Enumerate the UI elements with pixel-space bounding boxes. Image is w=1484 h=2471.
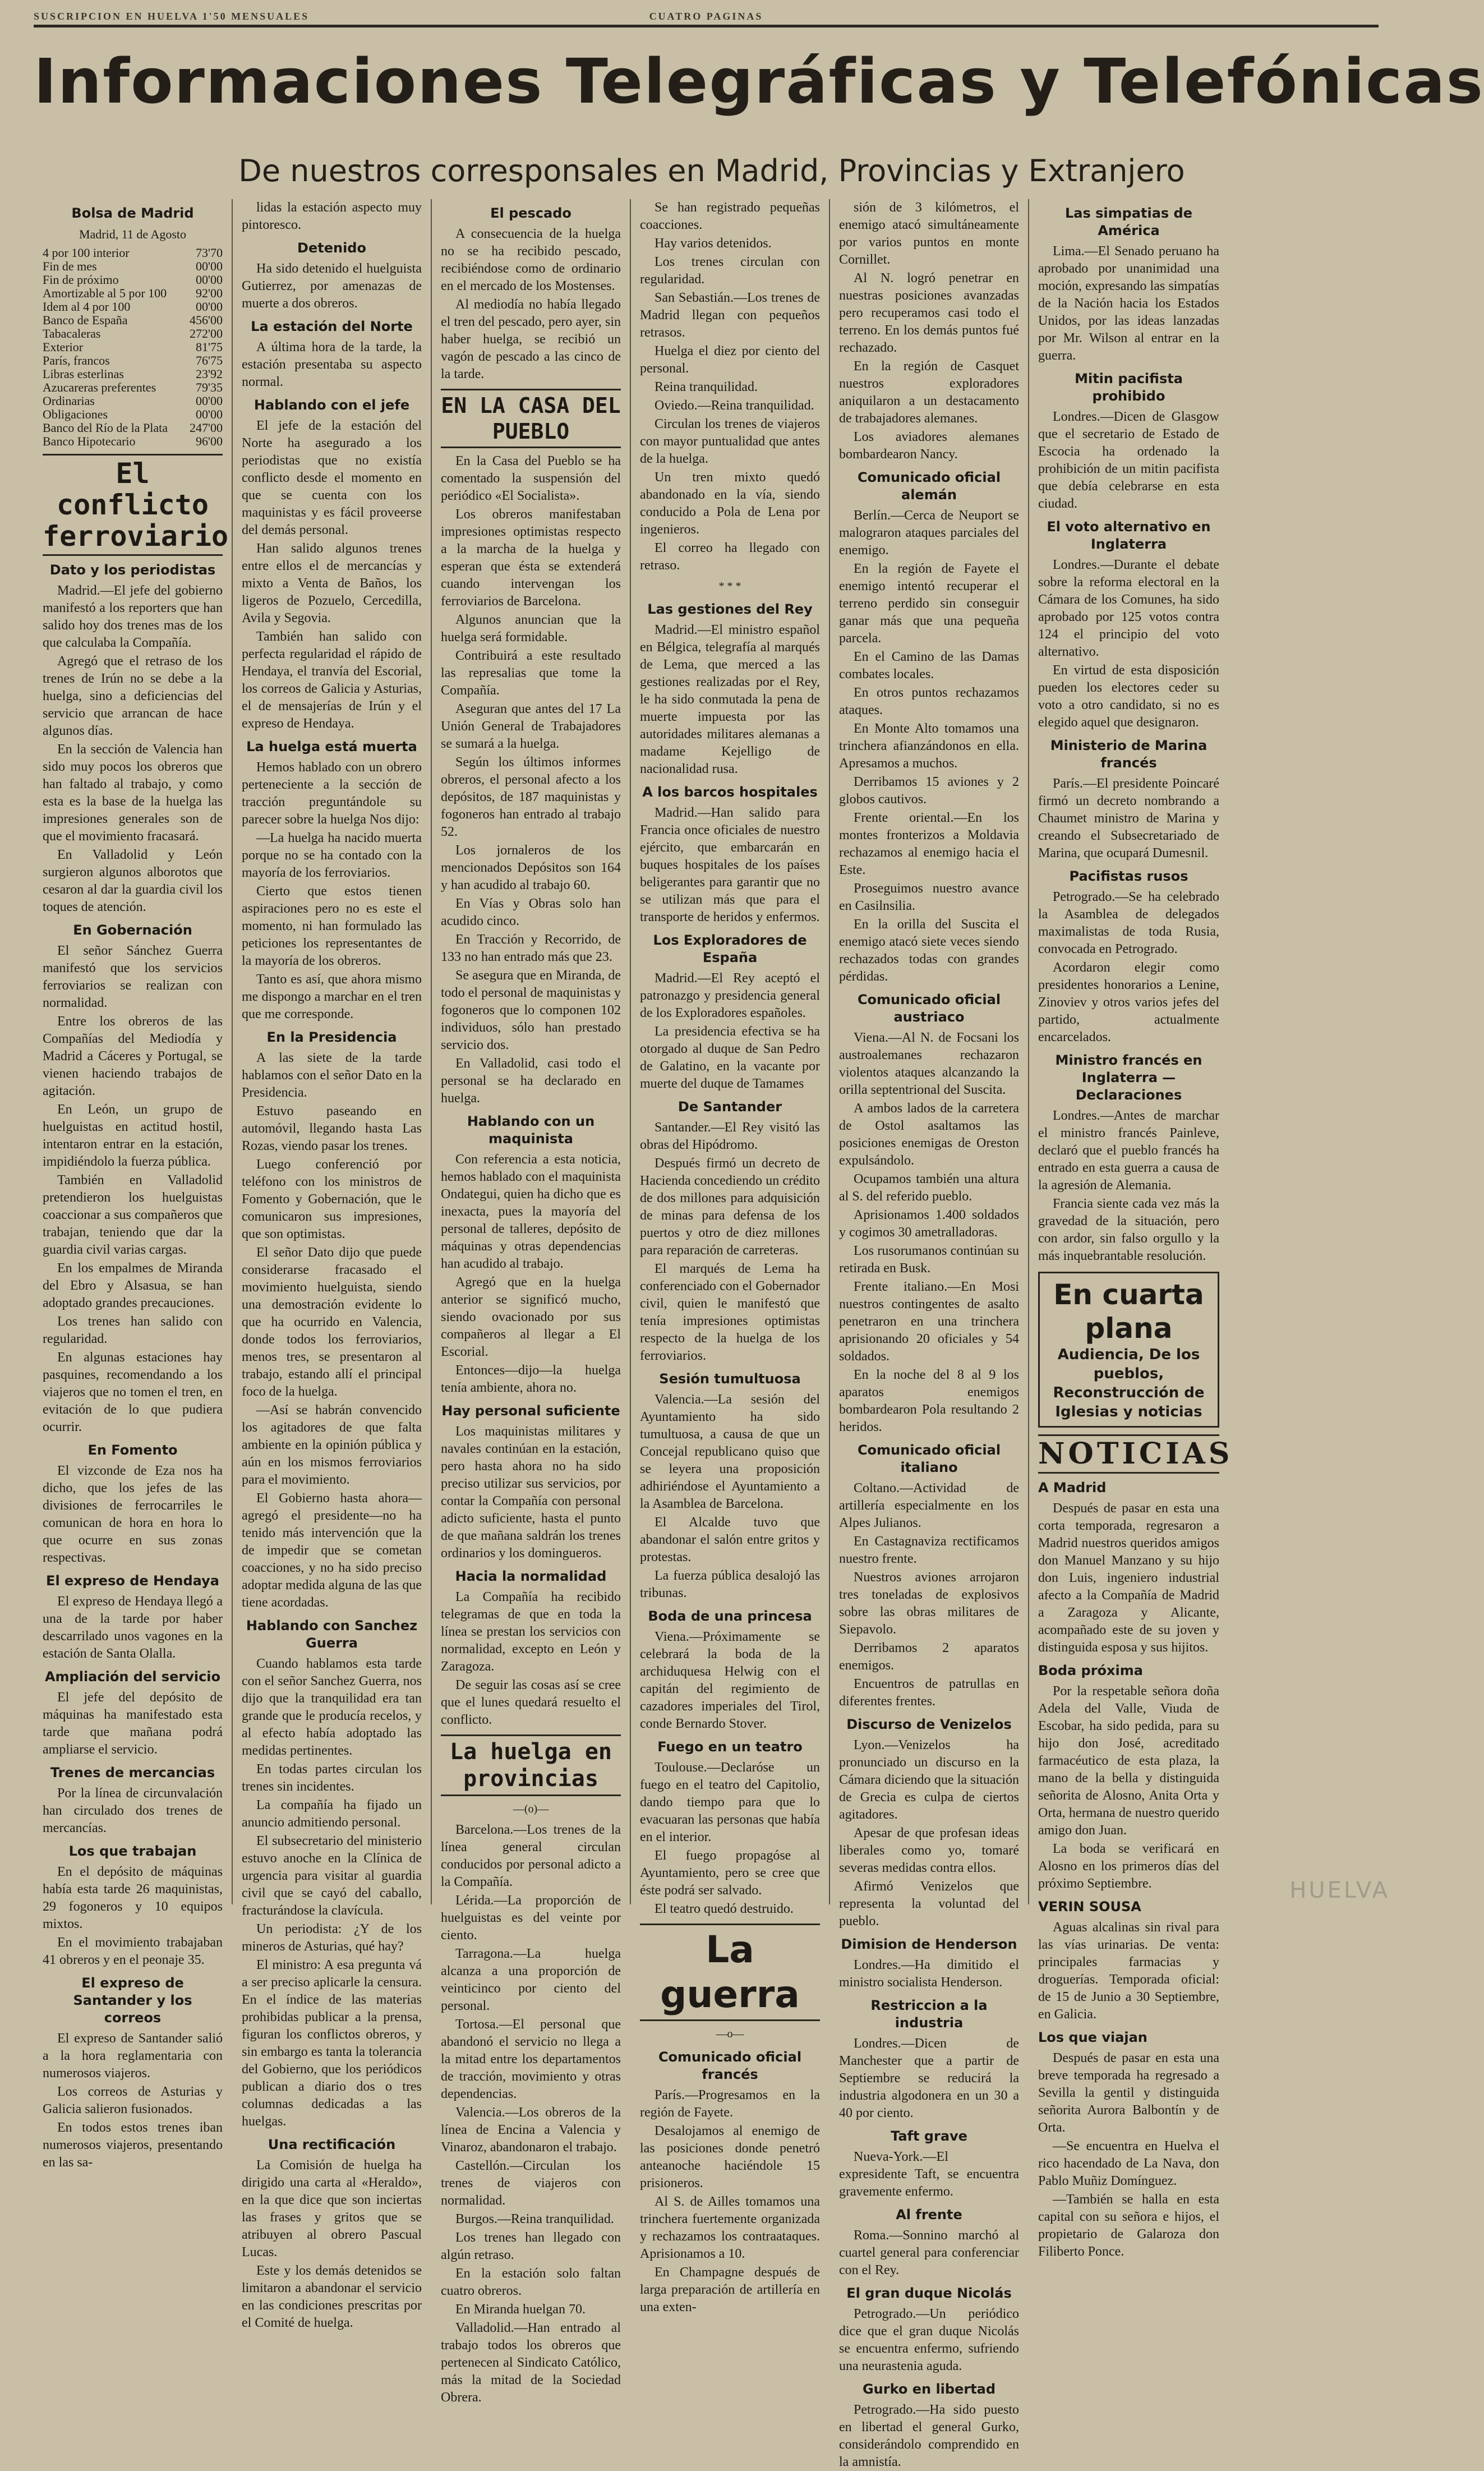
paragraph: Después de pasar en esta una breve temporada ha regresado a Sevilla la gentil y distinguida señorita Aurora Balbontín y de Orta. <box>1038 2051 1219 2135</box>
paragraph: En los empalmes de Miranda del Ebro y Alsasua, se han adoptado grandes precauciones. <box>43 1261 223 1310</box>
section-title: La estación del Norte <box>251 319 413 334</box>
bolsa-date: Madrid, 11 de Agosto <box>79 227 187 241</box>
section-title: Comunicado oficial alemán <box>857 470 1001 503</box>
section-title: Boda próxima <box>1038 1663 1143 1678</box>
paragraph: En Tracción y Recorrido, de 133 no han entrado más que 23. <box>441 932 621 964</box>
paragraph: En el movimiento trabajaban 41 obreros y en el peonaje 35. <box>43 1935 223 1967</box>
paragraph: Ha sido detenido el huelguista Gutierrez, por amenazas de muerte a dos obreros. <box>242 261 422 311</box>
paragraph: —La huelga ha nacido muerta porque no se ha contado con la mayoría de los ferroviarios. <box>242 831 422 880</box>
bolsa-value: 76'75 <box>196 353 223 367</box>
paragraph: Los trenes han llegado con algún retraso. <box>441 2230 621 2262</box>
paragraph: A consecuencia de la huelga no se ha recibido pescado, recibiéndose como de ordinario en el mercado de los Mostenses. <box>441 227 621 293</box>
paragraph: Roma.—Sonnino marchó al cuartel general para conferenciar con el Rey. <box>839 2228 1019 2277</box>
paragraph: lidas la estación aspecto muy pintoresco. <box>242 200 422 232</box>
paragraph: Después de pasar en esta una corta temporada, regresaron a Madrid nuestros queridos amigos don Manuel Manzano y su hijo don Luis, ingeniero industrial afecto a la Compañía de Madrid a Zaragoza y Alicante, acompañado este de su joven y distinguida esposa y sus hijitos. <box>1038 1501 1219 1655</box>
section-title: De Santander <box>678 1099 782 1115</box>
cuarta-plana-box <box>1038 1272 1219 1428</box>
paragraph: El teatro quedó destruido. <box>655 1902 794 1916</box>
bolsa-value: 247'00 <box>190 421 223 435</box>
paragraph: El marqués de Lema ha conferenciado con el Gobernador civil, quien le manifestó que tenía impresiones optimistas respecto de la huelga de los ferroviarios. <box>640 1262 820 1363</box>
section-title: Las simpatias de América <box>1064 205 1192 238</box>
bolsa-item: Exterior <box>43 340 84 354</box>
bolsa-value: 00'00 <box>196 300 223 314</box>
section-title: Una rectificación <box>268 2137 396 2152</box>
paragraph: Los correos de Asturias y Galicia salieron fusionados. <box>43 2085 223 2116</box>
paragraph: París.—El presidente Poincaré firmó un decreto nombrando a Chaumet ministro de Marina y creando el Subsecretariado de Marina, que ocupará Dumesnil. <box>1038 776 1219 861</box>
paragraph: Berlín.—Cerca de Neuport se malograron ataques parciales del enemigo. <box>839 508 1019 558</box>
paragraph: Entre los obreros de las Compañías del Mediodía y Madrid a Cáceres y Portugal, se vienen haciendo trabajos de agitación. <box>43 1014 223 1098</box>
bolsa-item: Tabacaleras <box>43 326 101 340</box>
section-title: La huelga está muerta <box>246 739 417 754</box>
paragraph: En el Camino de las Damas combates locales. <box>839 650 1019 682</box>
paragraph: Los jornaleros de los mencionados Depósitos son 164 y han acudido al trabajo 60. <box>441 843 621 892</box>
paragraph: Al S. de Ailles tomamos una trinchera fuertemente organizada y rechazamos los contraataques. Aprisionamos a 10. <box>640 2194 820 2261</box>
separator: —(o)— <box>513 1803 549 1815</box>
paragraph: Aseguran que antes del 17 La Unión General de Trabajadores se sumará a la huelga. <box>441 702 621 751</box>
paragraph: Derribamos 2 aparatos enemigos. <box>839 1641 1019 1673</box>
paragraph: Londres.—Dicen de Manchester que a partir de Septiembre se reducirá la industria algodonera en un 30 a 40 por ciento. <box>839 2036 1019 2120</box>
paragraph: Madrid.—El ministro español en Bélgica, telegrafía al marqués de Lema, que merced a las gestiones realizadas por el Rey, le ha sido conmutada la pena de muerte impuesta por las autoridades militares alemanas a madame Kejelligo de nacionalidad rusa. <box>640 623 820 776</box>
section-title: El voto alternativo en Inglaterra <box>1047 519 1211 552</box>
bolsa-item: Fin de próximo <box>43 273 119 287</box>
section-title: El gran duque Nicolás <box>846 2285 1012 2301</box>
bolsa-row <box>43 246 223 260</box>
paragraph: Han salido algunos trenes entre ellos el de mercancías y mixto a Venta de Baños, los ligeros de Pozuelo, Cercedilla, Avila y Segovia. <box>242 541 422 625</box>
bolsa-value: 456'00 <box>190 313 223 327</box>
paragraph: Los obreros manifestaban impresiones optimistas respecto a la marcha de la huelga y esperan que ésta se extenderá cuando intervengan los ferroviarios de Barcelona. <box>441 507 621 609</box>
paragraph: Con referencia a esta noticia, hemos hablado con el maquinista Ondategui, quien ha dicho que es inexacta, pues la mayoría del personal de talleres, depósito de máquinas y otras dependencias han acudido al trabajo. <box>441 1152 621 1271</box>
paragraph: En virtud de esta disposición pueden los electores ceder su voto a otro candidato, si no es elegido aquel que designaron. <box>1038 663 1219 730</box>
paragraph: El ministro: A esa pregunta vá a ser preciso aplicarle la censura. En el índice de las materias prohibidas publicar a la prensa, figuran los conflictos obreros, y sin embargo es tanta la tolerancia del Gobierno, que los periódicos publican a diario dos o tres columnas dedicadas a las huelgas. <box>242 1958 422 2129</box>
paragraph: Hay varios detenidos. <box>655 236 772 251</box>
section-title: Detenido <box>297 240 366 256</box>
bolsa-item: Fin de mes <box>43 259 97 273</box>
section-title: Hablando con el jefe <box>254 397 410 413</box>
paragraph: Petrogrado.—Se ha celebrado la Asamblea de delegados maximalistas de toda Rusia, convocada en Petrogrado. <box>1038 890 1219 956</box>
subscription-note: SUSCRIPCION EN HUELVA 1'50 MENSUALES <box>34 10 310 22</box>
paragraph: Ocupamos también una altura al S. del referido pueblo. <box>839 1172 1019 1204</box>
paragraph: Toulouse.—Declaróse un fuego en el teatro del Capitolio, dando tiempo para que lo evacuaran las personas que había en el interior. <box>640 1760 820 1844</box>
paragraph: Por la respetable señora doña Adela del Valle, Viuda de Escobar, ha sido pedida, para su hijo don José, acreditado farmacéutico de esta plaza, la mano de la bella y distinguida señorita de Alosno, Anita Orta y Orta, hermana de nuestro querido amigo don Juan. <box>1038 1684 1219 1838</box>
paragraph: La Comisión de huelga ha dirigido una carta al «Heraldo», en la que dice que son inciertas las frases y gritos que se atribuyen al obrero Pascual Lucas. <box>242 2158 422 2260</box>
bolsa-row <box>43 260 223 273</box>
paragraph: El expreso de Santander salió a la hora reglamentaria con numerosos viajeros. <box>43 2031 223 2081</box>
bolsa-row <box>43 394 223 408</box>
bolsa-row <box>43 287 223 300</box>
bolsa-row <box>43 273 223 287</box>
casa-pueblo-title: EN LA CASA DEL PUEBLO <box>441 389 621 448</box>
bolsa-row <box>43 367 223 381</box>
paragraph: Cuando hablamos esta tarde con el señor Sanchez Guerra, nos dijo que la tranquilidad era tan grande que le producía recelos, y al efecto había adoptado las medidas pertinentes. <box>242 1656 422 1758</box>
paragraph: Los trenes circulan con regularidad. <box>640 255 820 287</box>
paragraph: Cierto que estos tienen aspiraciones pero no es este el momento, ni han formulado las peticiones los representantes de la mayoría de los obreros. <box>242 884 422 968</box>
paragraph: La Compañía ha recibido telegramas de que en toda la línea se prestan los servicios con normalidad, excepto en León y Zaragoza. <box>441 1590 621 1674</box>
paragraph: San Sebastián.—Los trenes de Madrid llegan con pequeños retrasos. <box>640 291 820 340</box>
section-title: Comunicado oficial austriaco <box>857 992 1001 1025</box>
paragraph: Entonces—dijo—la huelga tenía ambiente, ahora no. <box>441 1363 621 1395</box>
section-title: Trenes de mercancias <box>50 1765 215 1780</box>
paragraph: Derribamos 15 aviones y 2 globos cautivos. <box>839 775 1019 807</box>
paragraph: Un tren mixto quedó abandonado en la vía, siendo conducido a Pola de Lena por ingenieros. <box>640 470 820 537</box>
archive-watermark: HUELVA <box>1289 1878 1390 1903</box>
paragraph: La fuerza pública desalojó las tribunas. <box>640 1568 820 1600</box>
paragraph: En la estación solo faltan cuatro obreros. <box>441 2266 621 2298</box>
paragraph: Los maquinistas militares y navales continúan en la estación, pero hasta ahora no ha sido preciso utilizar sus servicios, por contar la Compañía con personal adicto suficiente, hasta el punto de que mañana saldrán los trenes ordinarios y los domingueros. <box>441 1424 621 1561</box>
paragraph: En otros puntos rechazamos ataques. <box>839 685 1019 717</box>
paragraph: El fuego propagóse al Ayuntamiento, pero se cree que éste podrá ser salvado. <box>640 1848 820 1898</box>
bolsa-item: Banco de España <box>43 313 128 327</box>
bolsa-value: 81'75 <box>196 340 223 354</box>
bolsa-value: 96'00 <box>196 434 223 448</box>
bolsa-row <box>43 408 223 421</box>
paragraph: Un periodista: ¿Y de los mineros de Asturias, qué hay? <box>242 1922 422 1954</box>
paragraph: Burgos.—Reina tranquilidad. <box>455 2212 614 2226</box>
paragraph: El jefe del depósito de máquinas ha manifestado esta tarde que mañana podrá ampliarse el servicio. <box>43 1690 223 1757</box>
column-1 <box>34 199 233 2170</box>
section-title: VERIN SOUSA <box>1038 1899 1141 1915</box>
main-headline: Informaciones Telegráficas y Telefónicas <box>34 45 1484 117</box>
paragraph: Los rusorumanos continúan su retirada en Busk. <box>839 1244 1019 1276</box>
bolsa-value: 92'00 <box>196 286 223 300</box>
paragraph: Los trenes han salido con regularidad. <box>43 1314 223 1346</box>
paragraph: Se han registrado pequeñas coacciones. <box>640 200 820 232</box>
bolsa-item: Azucareras preferentes <box>43 380 156 394</box>
separator: —o— <box>716 2028 744 2040</box>
section-title: Mitin pacifista prohibido <box>1075 371 1183 404</box>
paragraph: Aprisionamos 1.400 soldados y cogimos 30 ametralladoras. <box>839 1208 1019 1240</box>
paragraph: Apesar de que profesan ideas liberales como yo, tomaré severas medidas contra ellos. <box>839 1826 1019 1875</box>
paragraph: Londres.—Durante el debate sobre la reforma electoral en la Cámara de los Comunes, ha sido aprobado por 125 votos contra 124 el principio del voto alternativo. <box>1038 558 1219 659</box>
paragraph: Este y los demás detenidos se limitaron a abandonar el servicio en las condiciones prescritas por el Comité de huelga. <box>242 2263 422 2330</box>
paragraph: Coltano.—Actividad de artillería especialmente en los Alpes Julianos. <box>839 1481 1019 1530</box>
bolsa-value: 00'00 <box>196 273 223 287</box>
paragraph: El jefe de la estación del Norte ha asegurado a los periodistas que no existía conflicto desde el momento en que se cuenta con los maquinistas y es fácil proveerse del demás personal. <box>242 418 422 537</box>
bolsa-item: Banco Hipotecario <box>43 434 136 448</box>
column-5 <box>830 199 1029 2469</box>
bolsa-item: Libras esterlinas <box>43 367 124 381</box>
paragraph: En la noche del 8 al 9 los aparatos enemigos bombardearon Pola resultando 2 heridos. <box>839 1368 1019 1434</box>
paragraph: París.—Progresamos en la región de Fayete. <box>640 2088 820 2120</box>
bolsa-row <box>43 314 223 327</box>
bolsa-row <box>43 381 223 394</box>
section-title: Discurso de Venizelos <box>846 1717 1012 1732</box>
section-title: Al frente <box>896 2207 962 2222</box>
cuarta-plana-title: En cuarta plana <box>1053 1278 1204 1345</box>
section-title: Pacifistas rusos <box>1069 868 1188 884</box>
huelga-provincias-title: La huelga en provincias <box>441 1734 621 1796</box>
paragraph: A las siete de la tarde hablamos con el señor Dato en la Presidencia. <box>242 1051 422 1100</box>
cuarta-plana-contents: Audiencia, De los pueblos, Reconstrucción de Iglesias y noticias <box>1053 1346 1205 1420</box>
paragraph: Acordaron elegir como presidentes honorarios a Lenine, Zinoviev y otros varios jefes del partido, actualmente encarcelados. <box>1038 960 1219 1044</box>
paragraph: Viena.—Al N. de Focsani los austroalemanes rechazaron violentos ataques alcanzando la orilla septentrional del Suscita. <box>839 1030 1019 1097</box>
paragraph: Viena.—Próximamente se celebrará la boda de la archiduquesa Helwig con el capitán del regimiento de cazadores imperiales del Tirol, conde Bernardo Stover. <box>640 1630 820 1731</box>
paragraph: Oviedo.—Reina tranquilidad. <box>655 398 814 413</box>
paragraph: El Alcalde tuvo que abandonar el salón entre gritos y protestas. <box>640 1515 820 1564</box>
paragraph: Luego conferenció por teléfono con los ministros de Fomento y Gobernación, que le comunicaron sus impresiones, que son optimistas. <box>242 1157 422 1241</box>
paragraph: El correo ha llegado con retraso. <box>640 541 820 573</box>
bolsa-row <box>43 421 223 435</box>
bolsa-row <box>43 354 223 367</box>
section-title: Ministro francés en Inglaterra —Declaraciones <box>1055 1052 1202 1103</box>
paragraph: Frente oriental.—En los montes fronterizos a Moldavia rechazamos al enemigo hacia el Este. <box>839 811 1019 877</box>
conflicto-title: El conflicto ferroviario <box>43 454 223 556</box>
paragraph: En el depósito de máquinas había esta tarde 26 maquinistas, 29 fogoneros y 10 equipos mixtos. <box>43 1865 223 1931</box>
paragraph: En Champagne después de larga preparación de artillería en una exten- <box>640 2265 820 2314</box>
paragraph: La compañía ha fijado un anuncio admitiendo personal. <box>242 1798 422 1830</box>
paragraph: En Valladolid y León surgieron algunos alborotos que cesaron al dar la guardia civil los toques de atención. <box>43 848 223 914</box>
section-title: El expreso de Hendaya <box>46 1573 219 1589</box>
paragraph: Santander.—El Rey visitó las obras del Hipódromo. <box>640 1120 820 1152</box>
paragraph: Madrid.—El Rey aceptó el patronazgo y presidencia general de los Exploradores españoles. <box>640 971 820 1020</box>
bolsa-value: 272'00 <box>190 326 223 340</box>
section-title: En la Presidencia <box>266 1029 397 1045</box>
noticias-title: NOTICIAS <box>1038 1434 1219 1474</box>
paragraph: El expreso de Hendaya llegó a una de la tarde por haber descarrilado unos vagones en la estación de Santa Olalla. <box>43 1594 223 1661</box>
paragraph: En todas partes circulan los trenes sin incidentes. <box>242 1762 422 1794</box>
paragraph: En Vías y Obras solo han acudido cinco. <box>441 896 621 928</box>
paragraph: Madrid.—El jefe del gobierno manifestó a los reporters que han salido hoy dos trenes mas de los que calculaba la Compañía. <box>43 583 223 650</box>
paragraph: En la Casa del Pueblo se ha comentado la suspensión del periódico «El Socialista». <box>441 454 621 503</box>
section-title: Dato y los periodistas <box>49 562 216 578</box>
paragraph: Petrogrado.—Ha sido puesto en libertad el general Gurko, considerándolo comprendido en la amnistía. <box>839 2403 1019 2469</box>
bolsa-value: 00'00 <box>196 407 223 421</box>
paragraph: —También se halla en esta capital con su señora e hijos, el propietario de Galaroza don Filiberto Ponce. <box>1038 2192 1219 2259</box>
section-title: A Madrid <box>1038 1480 1107 1496</box>
sub-headline: De nuestros corresponsales en Madrid, Provincias y Extranjero <box>238 153 1185 188</box>
bolsa-row <box>43 300 223 314</box>
bolsa-value: 00'00 <box>196 394 223 408</box>
bolsa-item: 4 por 100 interior <box>43 246 130 260</box>
columns <box>34 199 1391 2469</box>
section-title: Ministerio de Marina francés <box>1050 738 1208 771</box>
paragraph: Valladolid.—Han entrado al trabajo todos los obreros que pertenecen al Sindicato Católico, más la mitad de la Sociedad Obrera. <box>441 2321 621 2405</box>
section-title: Fuego en un teatro <box>657 1739 803 1755</box>
paragraph: El Gobierno hasta ahora—agregó el presidente—no ha tenido más intervención que la de impedir que se cometan coacciones, y no ha sido preciso adoptar medida alguna de las que tiene acordadas. <box>242 1491 422 1610</box>
paragraph: Tarragona.—La huelga alcanza a una proporción de veinticinco por ciento del personal. <box>441 1947 621 2013</box>
paragraph: Reina tranquilidad. <box>655 380 758 394</box>
paragraph: Agregó que en la huelga anterior se significó mucho, siendo ovacionado por sus compañeros al llegar a El Escorial. <box>441 1275 621 1359</box>
paragraph: Lérida.—La proporción de huelguistas es del veinte por ciento. <box>441 1893 621 1943</box>
bolsa-item: París, francos <box>43 353 110 367</box>
paragraph: Petrogrado.—Un periódico dice que el gran duque Nicolás se encuentra enfermo, sufriendo una neurastenia aguda. <box>839 2307 1019 2373</box>
section-title: Hay personal suficiente <box>441 1403 620 1419</box>
paragraph: Los aviadores alemanes bombardearon Nancy. <box>839 430 1019 462</box>
bolsa-value: 00'00 <box>196 259 223 273</box>
section-title: Gurko en libertad <box>862 2381 996 2397</box>
paragraph: Se asegura que en Miranda, de todo el personal de maquinistas y fogoneros que lo componen 102 individuos, sólo han prestado servicio dos. <box>441 968 621 1052</box>
paragraph: Circulan los trenes de viajeros con mayor puntualidad que antes de la huelga. <box>640 417 820 466</box>
bolsa-row <box>43 327 223 340</box>
bolsa-item: Ordinarias <box>43 394 95 408</box>
section-title: Restriccion a la industria <box>870 1998 988 2031</box>
paragraph: Valencia.—La sesión del Ayuntamiento ha sido tumultuosa, a causa de que un Concejal republicano quiso que se leyera una proposición adhiriéndose el Ayuntamiento a la Asamblea de Barcelona. <box>640 1392 820 1511</box>
paragraph: Barcelona.—Los trenes de la línea general circulan conducidos por personal adicto a la Compañía. <box>441 1823 621 1889</box>
paragraph: Lima.—El Senado peruano ha aprobado por unanimidad una moción, expresando las simpatías de la Nación hacia los Estados Unidos, por las ideas lanzadas por Mr. Wilson al entrar en la guerra. <box>1038 244 1219 363</box>
column-2 <box>233 199 432 2330</box>
bolsa-title: Bolsa de Madrid <box>71 205 194 221</box>
masthead-strip <box>34 8 1379 27</box>
paragraph: Nueva-York.—El expresidente Taft, se encuentra gravemente enfermo. <box>839 2150 1019 2199</box>
paragraph: Tanto es así, que ahora mismo me dispongo a marchar en el tren que me corresponde. <box>242 972 422 1021</box>
paragraph: Madrid.—Han salido para Francia once oficiales de nuestro ejército, que embarcarán en buques hospitales de los países beligerantes para garantir que no se utilizan más que para el transporte de heridos y enfermos. <box>640 806 820 924</box>
paragraph: En la sección de Valencia han sido muy pocos los obreros que han faltado al trabajo, y como esta es la base de la huelga las impresiones generales son de que el movimiento fracasará. <box>43 742 223 844</box>
paragraph: A ambos lados de la carretera de Ostol asaltamos las posiciones enemigas de Oreston expulsándolo. <box>839 1101 1019 1168</box>
paragraph: La boda se verificará en Alosno en los primeros días del próximo Septiembre. <box>1038 1842 1219 1891</box>
section-title: Ampliación del servicio <box>44 1669 221 1685</box>
bolsa-item: Obligaciones <box>43 407 108 421</box>
paragraph: —Se encuentra en Huelva el rico hacendado de La Nava, don Pablo Muñiz Domínguez. <box>1038 2139 1219 2188</box>
paragraph: Nuestros aviones arrojaron tres toneladas de explosivos sobre las obras militares de Siepavolo. <box>839 1570 1019 1637</box>
section-title: Dimision de Henderson <box>841 1936 1017 1952</box>
paragraph: Después firmó un decreto de Hacienda concediendo un crédito de dos millones para adquisición de minas para defensa de los puertos y otro de diez millones para reparación de carreteras. <box>640 1156 820 1258</box>
column-4 <box>631 199 830 2314</box>
paragraph: En la orilla del Suscita el enemigo atacó siete veces siendo rechazados todas con grandes pérdidas. <box>839 917 1019 984</box>
paragraph: En algunas estaciones hay pasquines, recomendando a los viajeros que no tomen el tren, en evitación de lo que pudiera ocurrir. <box>43 1350 223 1434</box>
section-title: Comunicado oficial italiano <box>857 1442 1001 1475</box>
paragraph: En todos estos trenes iban numerosos viajeros, presentando en las sa- <box>43 2120 223 2170</box>
paragraph: En la región de Casquet nuestros exploradores aniquilaron a un destacamento de trabajadores alemanes. <box>839 359 1019 426</box>
paragraph: Afirmó Venizelos que representa la voluntad del pueblo. <box>839 1879 1019 1929</box>
paragraph: Aguas alcalinas sin rival para las vías urinarias. De venta: principales farmacias y droguerías. Temporada oficial: de 15 de Junio a 30 Septiembre, en Galicia. <box>1038 1920 1219 2022</box>
paragraph: Algunos anuncian que la huelga será formidable. <box>441 613 621 645</box>
page-count-note: CUATRO PAGINAS <box>649 10 763 22</box>
bolsa-value: 79'35 <box>196 380 223 394</box>
section-title: Comunicado oficial francés <box>658 2049 802 2082</box>
paragraph: Huelga el diez por ciento del personal. <box>640 344 820 376</box>
bolsa-item: Amortizable al 5 por 100 <box>43 286 167 300</box>
paragraph: Londres.—Antes de marchar el ministro francés Painleve, declaró que el pueblo francés ha entrado en esta guerra a causa de la agresión de Alemania. <box>1038 1108 1219 1193</box>
bolsa-item: Idem al 4 por 100 <box>43 300 131 314</box>
paragraph: En la región de Fayete el enemigo intentó recuperar el terreno perdido sin conseguir ganar más que una pequeña parcela. <box>839 562 1019 646</box>
paragraph: Al N. logró penetrar en nuestras posiciones avanzadas pero recuperamos casi todo el terreno. En los demás puntos fué rechazado. <box>839 271 1019 355</box>
bolsa-table <box>43 246 223 448</box>
paragraph: —Así se habrán convencido los agitadores de que falta ambiente en la opinión pública y aún en los mismos ferroviarios para el movimiento. <box>242 1403 422 1487</box>
la-guerra-title: La guerra <box>640 1924 820 2021</box>
paragraph: También en Valladolid pretendieron los huelguistas coaccionar a sus compañeros que trabajan, teniendo que dar la guardia civil varias cargas. <box>43 1173 223 1257</box>
section-title: Hablando con un maquinista <box>467 1113 595 1147</box>
bolsa-value: 23'92 <box>196 367 223 381</box>
paragraph: El señor Sánchez Guerra manifestó que los servicios ferroviarios se realizan con normalidad. <box>43 944 223 1010</box>
section-title: Los Exploradores de España <box>653 932 807 965</box>
section-title: En Fomento <box>87 1442 178 1458</box>
paragraph: Estuvo paseando en automóvil, llegando hasta Las Rozas, viendo pasar los trenes. <box>242 1104 422 1153</box>
paragraph: sión de 3 kilómetros, el enemigo atacó simultáneamente por varios puntos en monte Cornillet. <box>839 200 1019 267</box>
paragraph: Lyon.—Venizelos ha pronunciado un discurso en la Cámara diciendo que la situación de Grecia es culpa de ciertos agitadores. <box>839 1738 1019 1822</box>
paragraph: La presidencia efectiva se ha otorgado al duque de San Pedro de Galatino, en la vacante por muerte del duque de Tamames <box>640 1024 820 1091</box>
paragraph: De seguir las cosas así se cree que el lunes quedará resuelto el conflicto. <box>441 1678 621 1727</box>
paragraph: En Monte Alto tomamos una trinchera afianzándonos en ella. Apresamos a muchos. <box>839 721 1019 771</box>
column-6 <box>1029 199 1233 2259</box>
paragraph: Contribuirá a este resultado las represalias que tome la Compañía. <box>441 648 621 698</box>
paragraph: En Miranda huelgan 70. <box>455 2302 586 2317</box>
section-title: Hacia la normalidad <box>455 1568 607 1584</box>
paragraph: En León, un grupo de huelguistas en actitud hostil, intentaron entrar en la estación, impidiéndolo la fuerza pública. <box>43 1102 223 1169</box>
paragraph: Francia siente cada vez más la gravedad de la situación, pero con ardor, sin falso orgullo y la más inquebrantable resolución. <box>1038 1197 1219 1263</box>
section-title: Hablando con Sanchez Guerra <box>246 1618 418 1651</box>
paragraph: Tortosa.—El personal que abandonó el servicio no llega a la mitad entre los departamentos de tracción, movimiento y otras dependencias. <box>441 2017 621 2101</box>
section-title: En Gobernación <box>73 922 192 938</box>
section-title: A los barcos hospitales <box>642 784 818 800</box>
section-title: Los que viajan <box>1038 2030 1147 2045</box>
paragraph: Londres.—Ha dimitido el ministro socialista Henderson. <box>839 1958 1019 1990</box>
paragraph: En Valladolid, casi todo el personal se ha declarado en huelga. <box>441 1056 621 1106</box>
paragraph: Londres.—Dicen de Glasgow que el secretario de Estado de Escocia ha ordenado la prohibición de un mitin pacifista que debía celebrarse en esta ciudad. <box>1038 409 1219 511</box>
paragraph: El señor Dato dijo que puede considerarse fracasado el movimiento huelguista, siendo una demostración evidente lo que ha ocurrido en Valencia, donde todos los ferroviarios, menos tres, se presentaron al trabajo, estando allí el principal foco de la huelga. <box>242 1245 422 1399</box>
column-3 <box>432 199 631 2405</box>
paragraph: Encuentros de patrullas en diferentes frentes. <box>839 1677 1019 1709</box>
section-title: Boda de una princesa <box>648 1608 812 1624</box>
bolsa-value: 73'70 <box>196 246 223 260</box>
paragraph: Castellón.—Circulan los trenes de viajeros con normalidad. <box>441 2159 621 2208</box>
separator: * * * <box>718 580 741 592</box>
section-title: El pescado <box>490 205 572 221</box>
section-title: Taft grave <box>891 2128 967 2144</box>
bolsa-row <box>43 435 223 448</box>
paragraph: En Castagnaviza rectificamos nuestro frente. <box>839 1534 1019 1566</box>
paragraph: Valencia.—Los obreros de la línea de Encina a Valencia y Vinaroz, abandonaron el trabajo. <box>441 2105 621 2155</box>
bolsa-row <box>43 340 223 354</box>
section-title: Las gestiones del Rey <box>647 601 813 617</box>
paragraph: El vizconde de Eza nos ha dicho, que los jefes de las divisiones de ferrocarriles le comunican de hora en hora lo que ocurre en sus zonas respectivas. <box>43 1464 223 1565</box>
paragraph: Según los últimos informes obreros, el personal afecto a los depósitos, de 187 maquinistas y fogoneros han entrado al trabajo 52. <box>441 755 621 839</box>
paragraph: Desalojamos al enemigo de las posiciones donde penetró anteanoche haciéndole 15 prisioneros. <box>640 2124 820 2191</box>
section-title: Los que trabajan <box>68 1843 197 1859</box>
paragraph: El subsecretario del ministerio estuvo anoche en la Clínica de urgencia para visitar al guardia civil que se cayó del caballo, fracturándose la clavícula. <box>242 1834 422 1918</box>
paragraph: Frente italiano.—En Mosi nuestros contingentes de asalto penetraron en una trinchera aprisionando 20 oficiales y 54 soldados. <box>839 1280 1019 1364</box>
section-title: Sesión tumultuosa <box>659 1371 801 1387</box>
paragraph: Hemos hablado con un obrero perteneciente a la sección de tracción preguntándole su parecer sobre la huelga Nos dijo: <box>242 760 422 827</box>
paragraph: Proseguimos nuestro avance en Casilnsilia. <box>839 881 1019 913</box>
paragraph: A última hora de la tarde, la estación presentaba su aspecto normal. <box>242 340 422 389</box>
paragraph: Al mediodía no había llegado el tren del pescado, pero ayer, sin haber huelga, se recibió un vagón de pescado a las cinco de la tarde. <box>441 297 621 381</box>
bolsa-item: Banco del Río de la Plata <box>43 421 168 435</box>
paragraph: También han salido con perfecta regularidad el rápido de Hendaya, el tranvía del Escorial, los correos de Galicia y Asturias, el de mensajerías de Irún y el expreso de Hendaya. <box>242 629 422 731</box>
paragraph: Por la línea de circunvalación han circulado dos trenes de mercancías. <box>43 1786 223 1835</box>
section-title: El expreso de Santander y los correos <box>73 1975 192 2026</box>
paragraph: Agregó que el retraso de los trenes de Irún no se debe a la huelga, sino a deficiencias del servicio que arrancan de hace algunos días. <box>43 654 223 738</box>
